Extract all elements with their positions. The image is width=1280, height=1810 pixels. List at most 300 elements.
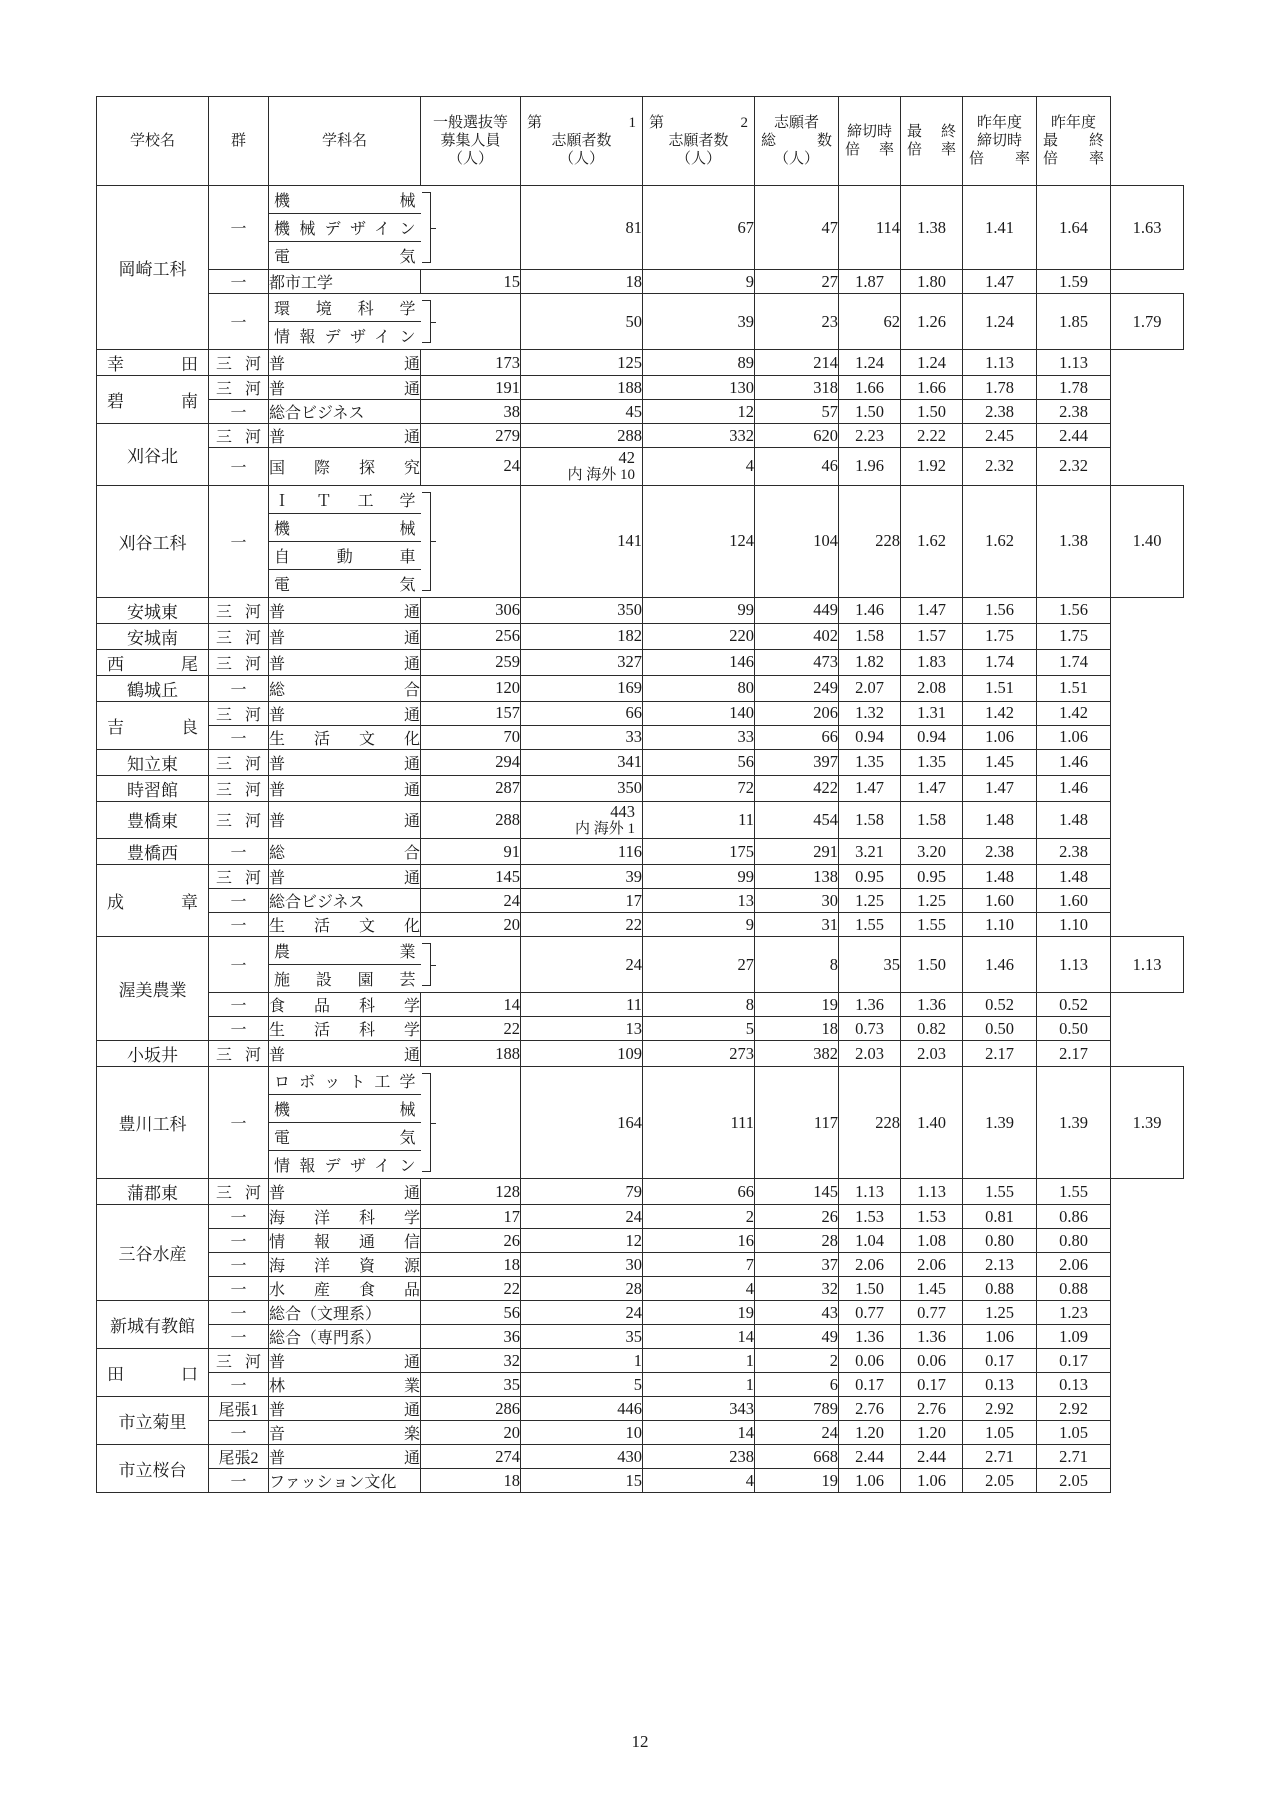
last-year-closing-rate-value: 1.75 bbox=[963, 623, 1037, 649]
closing-rate-value: 1.50 bbox=[839, 400, 901, 424]
second-choice-value: 19 bbox=[643, 1301, 755, 1325]
quota-value: 22 bbox=[421, 1277, 521, 1301]
group-cell bbox=[209, 1469, 269, 1493]
course-name: 生活科学 bbox=[269, 1022, 420, 1040]
course-name-row bbox=[269, 186, 421, 214]
last-year-closing-rate-value: 1.56 bbox=[963, 597, 1037, 623]
group-label: 三河 bbox=[216, 781, 261, 799]
final-rate-value: 2.06 bbox=[901, 1253, 963, 1277]
course-name: 普通 bbox=[269, 870, 420, 888]
last-year-final-rate-value: 1.46 bbox=[1037, 749, 1111, 775]
course-cell bbox=[269, 1397, 421, 1421]
course-name-row bbox=[269, 486, 421, 514]
first-choice-value: 39 bbox=[643, 294, 755, 350]
closing-rate-value: 1.96 bbox=[839, 448, 901, 486]
total-applicants-value: 291 bbox=[755, 839, 839, 865]
first-choice-count: 42 bbox=[618, 448, 635, 467]
table-row bbox=[97, 913, 1184, 937]
last-year-closing-rate-value: 0.80 bbox=[963, 1229, 1037, 1253]
course-name: 食品科学 bbox=[269, 998, 420, 1016]
total-applicants-value: 397 bbox=[755, 749, 839, 775]
course-name: 普通 bbox=[269, 429, 420, 446]
last-year-final-rate-value: 0.13 bbox=[1037, 1373, 1111, 1397]
closing-rate-value: 1.26 bbox=[901, 294, 963, 350]
course-name: 自動車 bbox=[274, 548, 416, 566]
group-cell bbox=[209, 775, 269, 801]
school-name-cell bbox=[97, 623, 209, 649]
closing-rate-value: 2.44 bbox=[839, 1445, 901, 1469]
table-row bbox=[97, 1041, 1184, 1067]
second-choice-value: 33 bbox=[643, 725, 755, 749]
group-cell bbox=[209, 376, 269, 400]
course-name: 普通 bbox=[269, 1354, 420, 1372]
group-cell bbox=[209, 1067, 269, 1179]
group-label: 一 bbox=[230, 730, 247, 748]
group-cell bbox=[209, 913, 269, 937]
last-year-closing-rate-value: 1.06 bbox=[963, 1325, 1037, 1349]
course-group-cell bbox=[269, 186, 421, 270]
table-row bbox=[97, 424, 1184, 448]
first-choice-value: 24 bbox=[521, 1301, 643, 1325]
school-name-cell bbox=[97, 749, 209, 775]
school-name: 蒲郡東 bbox=[127, 1184, 178, 1204]
group-label: 尾張2 bbox=[218, 1450, 259, 1468]
table-row bbox=[97, 1349, 1184, 1373]
group-label: 一 bbox=[230, 1234, 247, 1252]
last-year-final-rate-value: 2.92 bbox=[1037, 1397, 1111, 1421]
course-name-row bbox=[269, 937, 421, 965]
table-row bbox=[97, 889, 1184, 913]
quota-value: 14 bbox=[421, 993, 521, 1017]
school-name: 岡崎工科 bbox=[118, 260, 187, 279]
last-year-final-rate-value: 2.71 bbox=[1037, 1445, 1111, 1469]
second-choice-value: 8 bbox=[755, 937, 839, 993]
course-group-cell bbox=[269, 1067, 421, 1179]
group-label: 一 bbox=[230, 1258, 247, 1276]
group-cell bbox=[209, 889, 269, 913]
header-last-year-final-rate: 昨年度 最終 倍率 bbox=[1037, 97, 1111, 186]
first-choice-value: 13 bbox=[521, 1017, 643, 1041]
course-cell bbox=[269, 1325, 421, 1349]
final-rate-value: 3.20 bbox=[901, 839, 963, 865]
last-year-final-rate-value: 1.51 bbox=[1037, 675, 1111, 701]
first-choice-value: 67 bbox=[643, 186, 755, 270]
total-applicants-value: 473 bbox=[755, 649, 839, 675]
second-choice-value: 104 bbox=[755, 485, 839, 597]
last-year-closing-rate-value: 1.05 bbox=[963, 1421, 1037, 1445]
closing-rate-value: 1.50 bbox=[901, 937, 963, 993]
header-quota: 一般選抜等 募集人員 （人） bbox=[421, 97, 521, 186]
group-cell bbox=[209, 1277, 269, 1301]
school-name: 鶴城丘 bbox=[127, 680, 178, 700]
total-applicants-value: 206 bbox=[755, 701, 839, 725]
last-year-closing-rate-value: 1.38 bbox=[1037, 485, 1111, 597]
group-label: 三河 bbox=[216, 629, 261, 647]
second-choice-value: 80 bbox=[643, 675, 755, 701]
table-row bbox=[97, 1253, 1184, 1277]
group-label: 一 bbox=[230, 681, 247, 699]
group-label: 一 bbox=[230, 275, 247, 292]
second-choice-value: 89 bbox=[643, 350, 755, 376]
total-applicants-value: 228 bbox=[839, 485, 901, 597]
last-year-final-rate-value: 1.40 bbox=[1111, 485, 1184, 597]
last-year-closing-rate-value: 2.45 bbox=[963, 424, 1037, 448]
course-cell bbox=[269, 725, 421, 749]
table-row bbox=[97, 1277, 1184, 1301]
course-name: 普通 bbox=[269, 706, 420, 724]
group-cell bbox=[209, 1397, 269, 1421]
group-label: 三河 bbox=[216, 603, 261, 621]
school-name-cell bbox=[97, 801, 209, 839]
last-year-closing-rate-value: 0.52 bbox=[963, 993, 1037, 1017]
group-cell bbox=[209, 294, 269, 350]
table-row bbox=[97, 270, 1184, 294]
school-name-cell bbox=[97, 775, 209, 801]
course-cell bbox=[269, 623, 421, 649]
first-choice-value: 327 bbox=[521, 649, 643, 675]
first-choice-value: 79 bbox=[521, 1179, 643, 1205]
total-applicants-value: 66 bbox=[755, 725, 839, 749]
table-row bbox=[97, 485, 1184, 597]
first-choice-value: 18 bbox=[521, 270, 643, 294]
second-choice-value: 4 bbox=[643, 1469, 755, 1493]
group-label: 一 bbox=[230, 1306, 247, 1324]
quota-value: 274 bbox=[421, 1445, 521, 1469]
course-cell bbox=[269, 1179, 421, 1205]
table-body bbox=[97, 186, 1184, 1493]
course-name: 総合（専門系） bbox=[269, 1330, 382, 1348]
table-row bbox=[97, 1397, 1184, 1421]
first-choice-value: 30 bbox=[521, 1253, 643, 1277]
group-cell bbox=[209, 186, 269, 270]
last-year-final-rate-value: 1.60 bbox=[1037, 889, 1111, 913]
school-name-cell bbox=[97, 937, 209, 1041]
total-applicants-value: 26 bbox=[755, 1205, 839, 1229]
course-name: 生活文化 bbox=[269, 730, 420, 748]
second-choice-value: 273 bbox=[643, 1041, 755, 1067]
last-year-closing-rate-value: 1.45 bbox=[963, 749, 1037, 775]
final-rate-value: 1.24 bbox=[963, 294, 1037, 350]
closing-rate-value: 2.23 bbox=[839, 424, 901, 448]
group-cell bbox=[209, 597, 269, 623]
group-label: 三河 bbox=[216, 1185, 261, 1203]
course-cell bbox=[269, 775, 421, 801]
course-name: 総合ビジネス bbox=[269, 405, 365, 422]
final-rate-value: 1.66 bbox=[901, 376, 963, 400]
table-row bbox=[97, 1067, 1184, 1179]
group-cell bbox=[209, 270, 269, 294]
course-name: 総合ビジネス bbox=[269, 894, 365, 912]
closing-rate-value: 1.62 bbox=[901, 485, 963, 597]
course-name-row bbox=[269, 1095, 421, 1123]
group-label: 一 bbox=[230, 958, 247, 976]
school-name-cell bbox=[97, 1067, 209, 1179]
last-year-closing-rate-value: 2.92 bbox=[963, 1397, 1037, 1421]
group-cell bbox=[209, 424, 269, 448]
final-rate-value: 1.39 bbox=[963, 1067, 1037, 1179]
group-cell bbox=[209, 865, 269, 889]
course-name: 施設園芸 bbox=[274, 972, 416, 990]
group-cell bbox=[209, 701, 269, 725]
course-name-row bbox=[269, 514, 421, 542]
course-name: 普通 bbox=[269, 1185, 420, 1203]
first-choice-value: 125 bbox=[521, 350, 643, 376]
first-choice-value: 5 bbox=[521, 1373, 643, 1397]
last-year-closing-rate-value: 2.17 bbox=[963, 1041, 1037, 1067]
course-cell bbox=[269, 1349, 421, 1373]
last-year-final-rate-value: 0.86 bbox=[1037, 1205, 1111, 1229]
total-applicants-value: 138 bbox=[755, 865, 839, 889]
school-name: 碧南 bbox=[107, 392, 198, 411]
quota-value: 20 bbox=[421, 913, 521, 937]
table-row bbox=[97, 400, 1184, 424]
last-year-final-rate-value: 1.09 bbox=[1037, 1325, 1111, 1349]
first-choice-value: 11 bbox=[521, 993, 643, 1017]
course-name: 機械 bbox=[274, 193, 416, 210]
total-applicants-value: 2 bbox=[755, 1349, 839, 1373]
table-row bbox=[97, 675, 1184, 701]
table-row bbox=[97, 1325, 1184, 1349]
table-row bbox=[97, 801, 1184, 839]
closing-rate-value: 1.04 bbox=[839, 1229, 901, 1253]
total-applicants-value: 789 bbox=[755, 1397, 839, 1421]
school-name-cell bbox=[97, 1179, 209, 1205]
second-choice-value: 130 bbox=[643, 376, 755, 400]
group-label: 一 bbox=[230, 1426, 247, 1444]
quota-value: 141 bbox=[521, 485, 643, 597]
total-applicants-value: 620 bbox=[755, 424, 839, 448]
quota-value: 279 bbox=[421, 424, 521, 448]
school-name: 知立東 bbox=[127, 754, 178, 774]
last-year-closing-rate-value: 1.42 bbox=[963, 701, 1037, 725]
first-choice-value bbox=[521, 448, 643, 486]
last-year-closing-rate-value: 2.32 bbox=[963, 448, 1037, 486]
course-name-row bbox=[269, 214, 421, 242]
last-year-closing-rate-value: 0.13 bbox=[963, 1373, 1037, 1397]
course-name: 海洋資源 bbox=[269, 1258, 420, 1276]
course-name-row bbox=[269, 294, 421, 322]
course-cell bbox=[269, 865, 421, 889]
closing-rate-value: 1.50 bbox=[839, 1277, 901, 1301]
first-choice-value: 188 bbox=[521, 376, 643, 400]
group-cell bbox=[209, 1253, 269, 1277]
school-name: 豊橋東 bbox=[127, 812, 178, 832]
table-row bbox=[97, 623, 1184, 649]
group-label: 一 bbox=[230, 1116, 247, 1134]
course-cell bbox=[269, 1205, 421, 1229]
school-name-cell bbox=[97, 424, 209, 486]
course-name: 普通 bbox=[269, 1450, 420, 1468]
school-name: 渥美農業 bbox=[118, 981, 187, 1001]
closing-rate-value: 1.82 bbox=[839, 649, 901, 675]
closing-rate-value: 3.21 bbox=[839, 839, 901, 865]
second-choice-value: 99 bbox=[643, 865, 755, 889]
first-choice-value: 28 bbox=[521, 1277, 643, 1301]
group-cell bbox=[209, 448, 269, 486]
last-year-closing-rate-value: 2.38 bbox=[963, 839, 1037, 865]
course-name: 環境科学 bbox=[274, 301, 416, 318]
first-choice-value: 10 bbox=[521, 1421, 643, 1445]
course-cell bbox=[269, 675, 421, 701]
closing-rate-value: 1.38 bbox=[901, 186, 963, 270]
group-cell bbox=[209, 485, 269, 597]
course-name: 海洋科学 bbox=[269, 1210, 420, 1228]
last-year-final-rate-value: 1.13 bbox=[1037, 350, 1111, 376]
course-cell bbox=[269, 376, 421, 400]
course-name: ファッション文化 bbox=[269, 1474, 397, 1492]
final-rate-value: 1.45 bbox=[901, 1277, 963, 1301]
school-name-cell bbox=[97, 649, 209, 675]
applicant-statistics-table bbox=[96, 96, 1184, 1493]
course-name: 普通 bbox=[269, 1047, 420, 1065]
last-year-closing-rate-value: 1.78 bbox=[963, 376, 1037, 400]
first-choice-value: 109 bbox=[521, 1041, 643, 1067]
second-choice-value: 343 bbox=[643, 1397, 755, 1421]
second-choice-value: 140 bbox=[643, 701, 755, 725]
course-cell bbox=[269, 839, 421, 865]
table-row bbox=[97, 294, 1184, 350]
final-rate-value: 1.53 bbox=[901, 1205, 963, 1229]
second-choice-value: 146 bbox=[643, 649, 755, 675]
course-name: 情報デザイン bbox=[274, 329, 416, 346]
group-label: 三河 bbox=[216, 706, 261, 724]
course-group-cell bbox=[269, 294, 421, 350]
last-year-closing-rate-value: 1.74 bbox=[963, 649, 1037, 675]
last-year-closing-rate-value: 1.47 bbox=[963, 270, 1037, 294]
last-year-final-rate-value: 2.44 bbox=[1037, 424, 1111, 448]
total-applicants-value: 382 bbox=[755, 1041, 839, 1067]
group-cell bbox=[209, 725, 269, 749]
group-label: 三河 bbox=[216, 870, 261, 888]
group-cell bbox=[209, 1325, 269, 1349]
quota-value: 157 bbox=[421, 701, 521, 725]
first-choice-value bbox=[521, 801, 643, 839]
last-year-closing-rate-value: 1.48 bbox=[963, 801, 1037, 839]
second-choice-value: 9 bbox=[643, 913, 755, 937]
group-cell bbox=[209, 400, 269, 424]
school-name: 田口 bbox=[107, 1365, 198, 1385]
quota-value: 24 bbox=[521, 937, 643, 993]
course-name: 都市工学 bbox=[269, 275, 334, 292]
page-number: 12 bbox=[631, 1732, 649, 1751]
last-year-closing-rate-value: 1.39 bbox=[1037, 1067, 1111, 1179]
second-choice-value: 175 bbox=[643, 839, 755, 865]
last-year-final-rate-value: 0.50 bbox=[1037, 1017, 1111, 1041]
course-group-cell bbox=[269, 937, 421, 993]
quota-value: 24 bbox=[421, 448, 521, 486]
last-year-closing-rate-value: 1.13 bbox=[1037, 937, 1111, 993]
first-choice-value: 27 bbox=[643, 937, 755, 993]
school-name-cell bbox=[97, 865, 209, 937]
school-name: 刈谷北 bbox=[127, 446, 178, 466]
course-cell bbox=[269, 913, 421, 937]
table-row bbox=[97, 749, 1184, 775]
quota-value: 286 bbox=[421, 1397, 521, 1421]
closing-rate-value: 0.77 bbox=[839, 1301, 901, 1325]
course-cell bbox=[269, 749, 421, 775]
course-cell bbox=[269, 1469, 421, 1493]
last-year-closing-rate-value: 0.50 bbox=[963, 1017, 1037, 1041]
quota-value: 306 bbox=[421, 597, 521, 623]
final-rate-value: 1.92 bbox=[901, 448, 963, 486]
final-rate-value: 1.55 bbox=[901, 913, 963, 937]
total-applicants-value: 19 bbox=[755, 993, 839, 1017]
group-cell bbox=[209, 801, 269, 839]
group-label: 一 bbox=[230, 1210, 247, 1228]
final-rate-value: 0.82 bbox=[901, 1017, 963, 1041]
final-rate-value: 1.83 bbox=[901, 649, 963, 675]
final-rate-value: 1.13 bbox=[901, 1179, 963, 1205]
group-label: 一 bbox=[230, 1474, 247, 1492]
final-rate-value: 1.58 bbox=[901, 801, 963, 839]
last-year-final-rate-value: 2.06 bbox=[1037, 1253, 1111, 1277]
course-cell bbox=[269, 1041, 421, 1067]
table-row bbox=[97, 1229, 1184, 1253]
school-name-cell bbox=[97, 485, 209, 597]
final-rate-value: 0.17 bbox=[901, 1373, 963, 1397]
group-cell bbox=[209, 350, 269, 376]
group-label: 一 bbox=[230, 998, 247, 1016]
group-label: 一 bbox=[230, 1282, 247, 1300]
course-name: 電気 bbox=[274, 1130, 416, 1148]
school-name: 安城東 bbox=[127, 602, 178, 622]
last-year-closing-rate-value: 1.06 bbox=[963, 725, 1037, 749]
last-year-final-rate-value: 1.75 bbox=[1037, 623, 1111, 649]
school-name-cell bbox=[97, 1349, 209, 1397]
first-choice-value: 39 bbox=[521, 865, 643, 889]
second-choice-value: 5 bbox=[643, 1017, 755, 1041]
quota-value: 35 bbox=[421, 1373, 521, 1397]
second-choice-value: 9 bbox=[643, 270, 755, 294]
table-row bbox=[97, 649, 1184, 675]
group-cell bbox=[209, 749, 269, 775]
group-label: 三河 bbox=[216, 1047, 261, 1065]
course-name: 普通 bbox=[269, 629, 420, 647]
overseas-returnee-note: 内 海外 10 bbox=[567, 467, 635, 484]
final-rate-value: 1.35 bbox=[901, 749, 963, 775]
last-year-closing-rate-value: 0.17 bbox=[963, 1349, 1037, 1373]
total-applicants-value: 318 bbox=[755, 376, 839, 400]
table-row bbox=[97, 1301, 1184, 1325]
total-applicants-value: 37 bbox=[755, 1253, 839, 1277]
group-label: 一 bbox=[230, 315, 247, 332]
quota-value: 15 bbox=[421, 270, 521, 294]
course-name: 総合 bbox=[269, 681, 420, 699]
quota-value: 256 bbox=[421, 623, 521, 649]
course-name: 総合 bbox=[269, 845, 420, 863]
last-year-final-rate-value: 1.79 bbox=[1111, 294, 1184, 350]
quota-value: 188 bbox=[421, 1041, 521, 1067]
course-name-row bbox=[269, 1067, 421, 1095]
quota-value: 91 bbox=[421, 839, 521, 865]
table-row bbox=[97, 839, 1184, 865]
first-choice-value: 446 bbox=[521, 1397, 643, 1421]
school-name-cell bbox=[97, 186, 209, 350]
last-year-final-rate-value: 1.59 bbox=[1037, 270, 1111, 294]
first-choice-value: 35 bbox=[521, 1325, 643, 1349]
final-rate-value: 1.36 bbox=[901, 1325, 963, 1349]
quota-value: 20 bbox=[421, 1421, 521, 1445]
course-name: ＩＴ工学 bbox=[274, 492, 416, 510]
last-year-final-rate-value: 0.88 bbox=[1037, 1277, 1111, 1301]
course-name: 情報デザイン bbox=[274, 1158, 416, 1176]
second-choice-value: 13 bbox=[643, 889, 755, 913]
group-label: 三河 bbox=[216, 381, 261, 398]
first-choice-value: 182 bbox=[521, 623, 643, 649]
school-name: 市立菊里 bbox=[118, 1413, 187, 1433]
final-rate-value: 1.24 bbox=[901, 350, 963, 376]
course-name: 機械デザイン bbox=[274, 221, 416, 238]
